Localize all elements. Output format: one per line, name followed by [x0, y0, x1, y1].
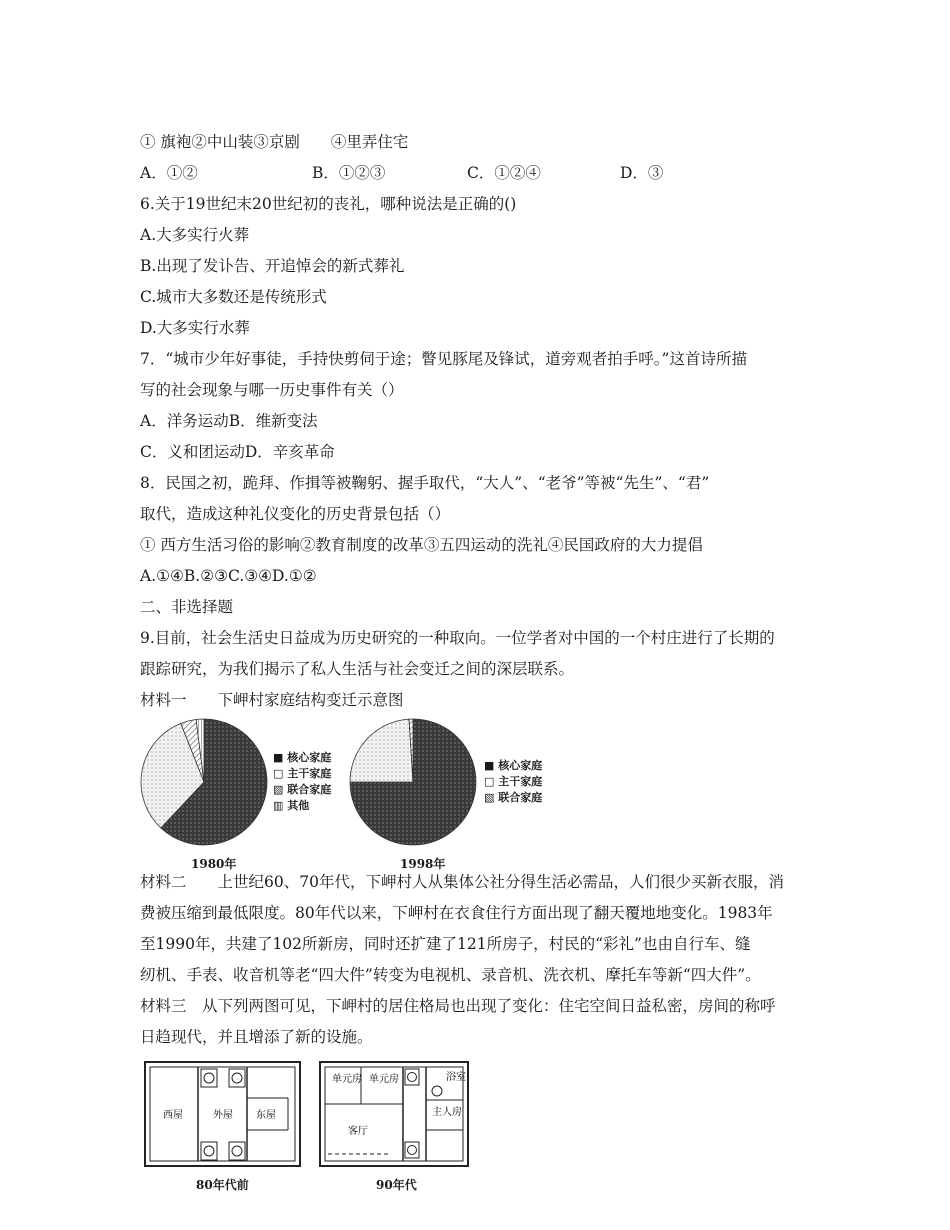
room-label: 单元房	[369, 1074, 399, 1085]
material2-line1: 材料二 上世纪60、70年代，下岬村人从集体公社分得生活必需品，人们很少买新衣服，消	[140, 873, 784, 891]
plan-80s-caption: 80年代前	[196, 1178, 249, 1192]
q8-options: A.①④B.②③C.③④D.①②	[140, 567, 317, 585]
q9-stem-line2: 跟踪研究，为我们揭示了私人生活与社会变迁之间的深层联系。	[140, 660, 575, 678]
pie-1980-caption: 1980年	[191, 857, 237, 871]
material3-line1: 材料三 从下列两图可见，下岬村的居住格局也出现了变化：住宅空间日益私密，房间的称呼	[140, 997, 776, 1015]
room-label: 主人房	[432, 1107, 462, 1118]
floor-plan-90s	[318, 1060, 473, 1170]
q5-items: ① 旗袍②中山装③京剧 ④里弄住宅	[140, 133, 409, 151]
legend-item: ■ 核心家庭	[273, 751, 332, 764]
plan-90s-caption: 90年代	[376, 1178, 417, 1192]
legend-item: □ 主干家庭	[484, 775, 543, 788]
legend-item: ▧ 联合家庭	[273, 783, 332, 796]
q5-option-a: A．①②	[140, 164, 198, 182]
q6-option-b: B.出现了发讣告、开追悼会的新式葬礼	[140, 257, 405, 275]
legend-item: ▧ 联合家庭	[484, 791, 543, 804]
pie-slice	[350, 719, 413, 782]
room-label: 西屋	[163, 1110, 183, 1121]
material2-line4: 纫机、手表、收音机等老“四大件”转变为电视机、录音机、洗衣机、摩托车等新“四大件”。	[140, 966, 761, 984]
pie-1980-legend	[273, 750, 331, 814]
material1-title: 材料一 下岬村家庭结构变迁示意图	[140, 691, 404, 709]
pie-chart-1998	[350, 719, 476, 845]
q7-options-line1: A．洋务运动B．维新变法	[140, 412, 318, 430]
section-title: 二、非选择题	[140, 598, 234, 616]
q7-stem-line1: 7．“城市少年好事徒，手持快剪伺于途；瞥见豚尾及锋试，道旁观者拍手呼。”这首诗所描	[140, 350, 747, 368]
q5-option-d: D．③	[620, 164, 664, 182]
q8-stem-line2: 取代，造成这种礼仪变化的历史背景包括（）	[140, 505, 451, 523]
room-label: 浴室	[446, 1072, 466, 1083]
q7-stem-line2: 写的社会现象与哪一历史事件有关（）	[140, 381, 404, 399]
room-label: 东屋	[256, 1110, 276, 1121]
q6-option-c: C.城市大多数还是传统形式	[140, 288, 327, 306]
q6-option-a: A.大多实行火葬	[140, 226, 250, 244]
pie-1998-caption: 1998年	[400, 857, 446, 871]
room-label: 客厅	[348, 1126, 368, 1137]
material3-line2: 日趋现代，并且增添了新的设施。	[140, 1028, 373, 1046]
q6-stem: 6.关于19世纪末20世纪初的丧礼，哪种说法是正确的()	[140, 195, 517, 213]
legend-item: □ 主干家庭	[273, 767, 332, 780]
q7-options-line2: C．义和团运动D．辛亥革命	[140, 443, 335, 461]
pie-1998-legend	[484, 758, 542, 806]
q8-stem-line1: 8．民国之初，跪拜、作揖等被鞠躬、握手取代，“大人”、“老爷”等被“先生”、“君”	[140, 474, 710, 492]
q5-option-b: B．①②③	[312, 164, 386, 182]
floor-plan-80s	[143, 1060, 303, 1170]
room-label: 单元房	[332, 1074, 362, 1085]
material2-line3: 至1990年，共建了102所新房，同时还扩建了121所房子，村民的“彩礼”也由自行车、缝	[140, 935, 751, 953]
pie-chart-1980	[141, 719, 267, 845]
room-label: 外屋	[213, 1110, 233, 1121]
legend-item: ▥ 其他	[273, 799, 310, 812]
q9-stem-line1: 9.目前，社会生活史日益成为历史研究的一种取向。一位学者对中国的一个村庄进行了长期的	[140, 629, 775, 647]
material2-line2: 费被压缩到最低限度。80年代以来，下岬村在衣食住行方面出现了翻天覆地地变化。1983年	[140, 904, 773, 922]
q5-option-c: C．①②④	[467, 164, 541, 182]
q8-items: ① 西方生活习俗的影响②教育制度的改革③五四运动的洗礼④民国政府的大力提倡	[140, 536, 703, 554]
q6-option-d: D.大多实行水葬	[140, 319, 250, 337]
legend-item: ■ 核心家庭	[484, 759, 543, 772]
